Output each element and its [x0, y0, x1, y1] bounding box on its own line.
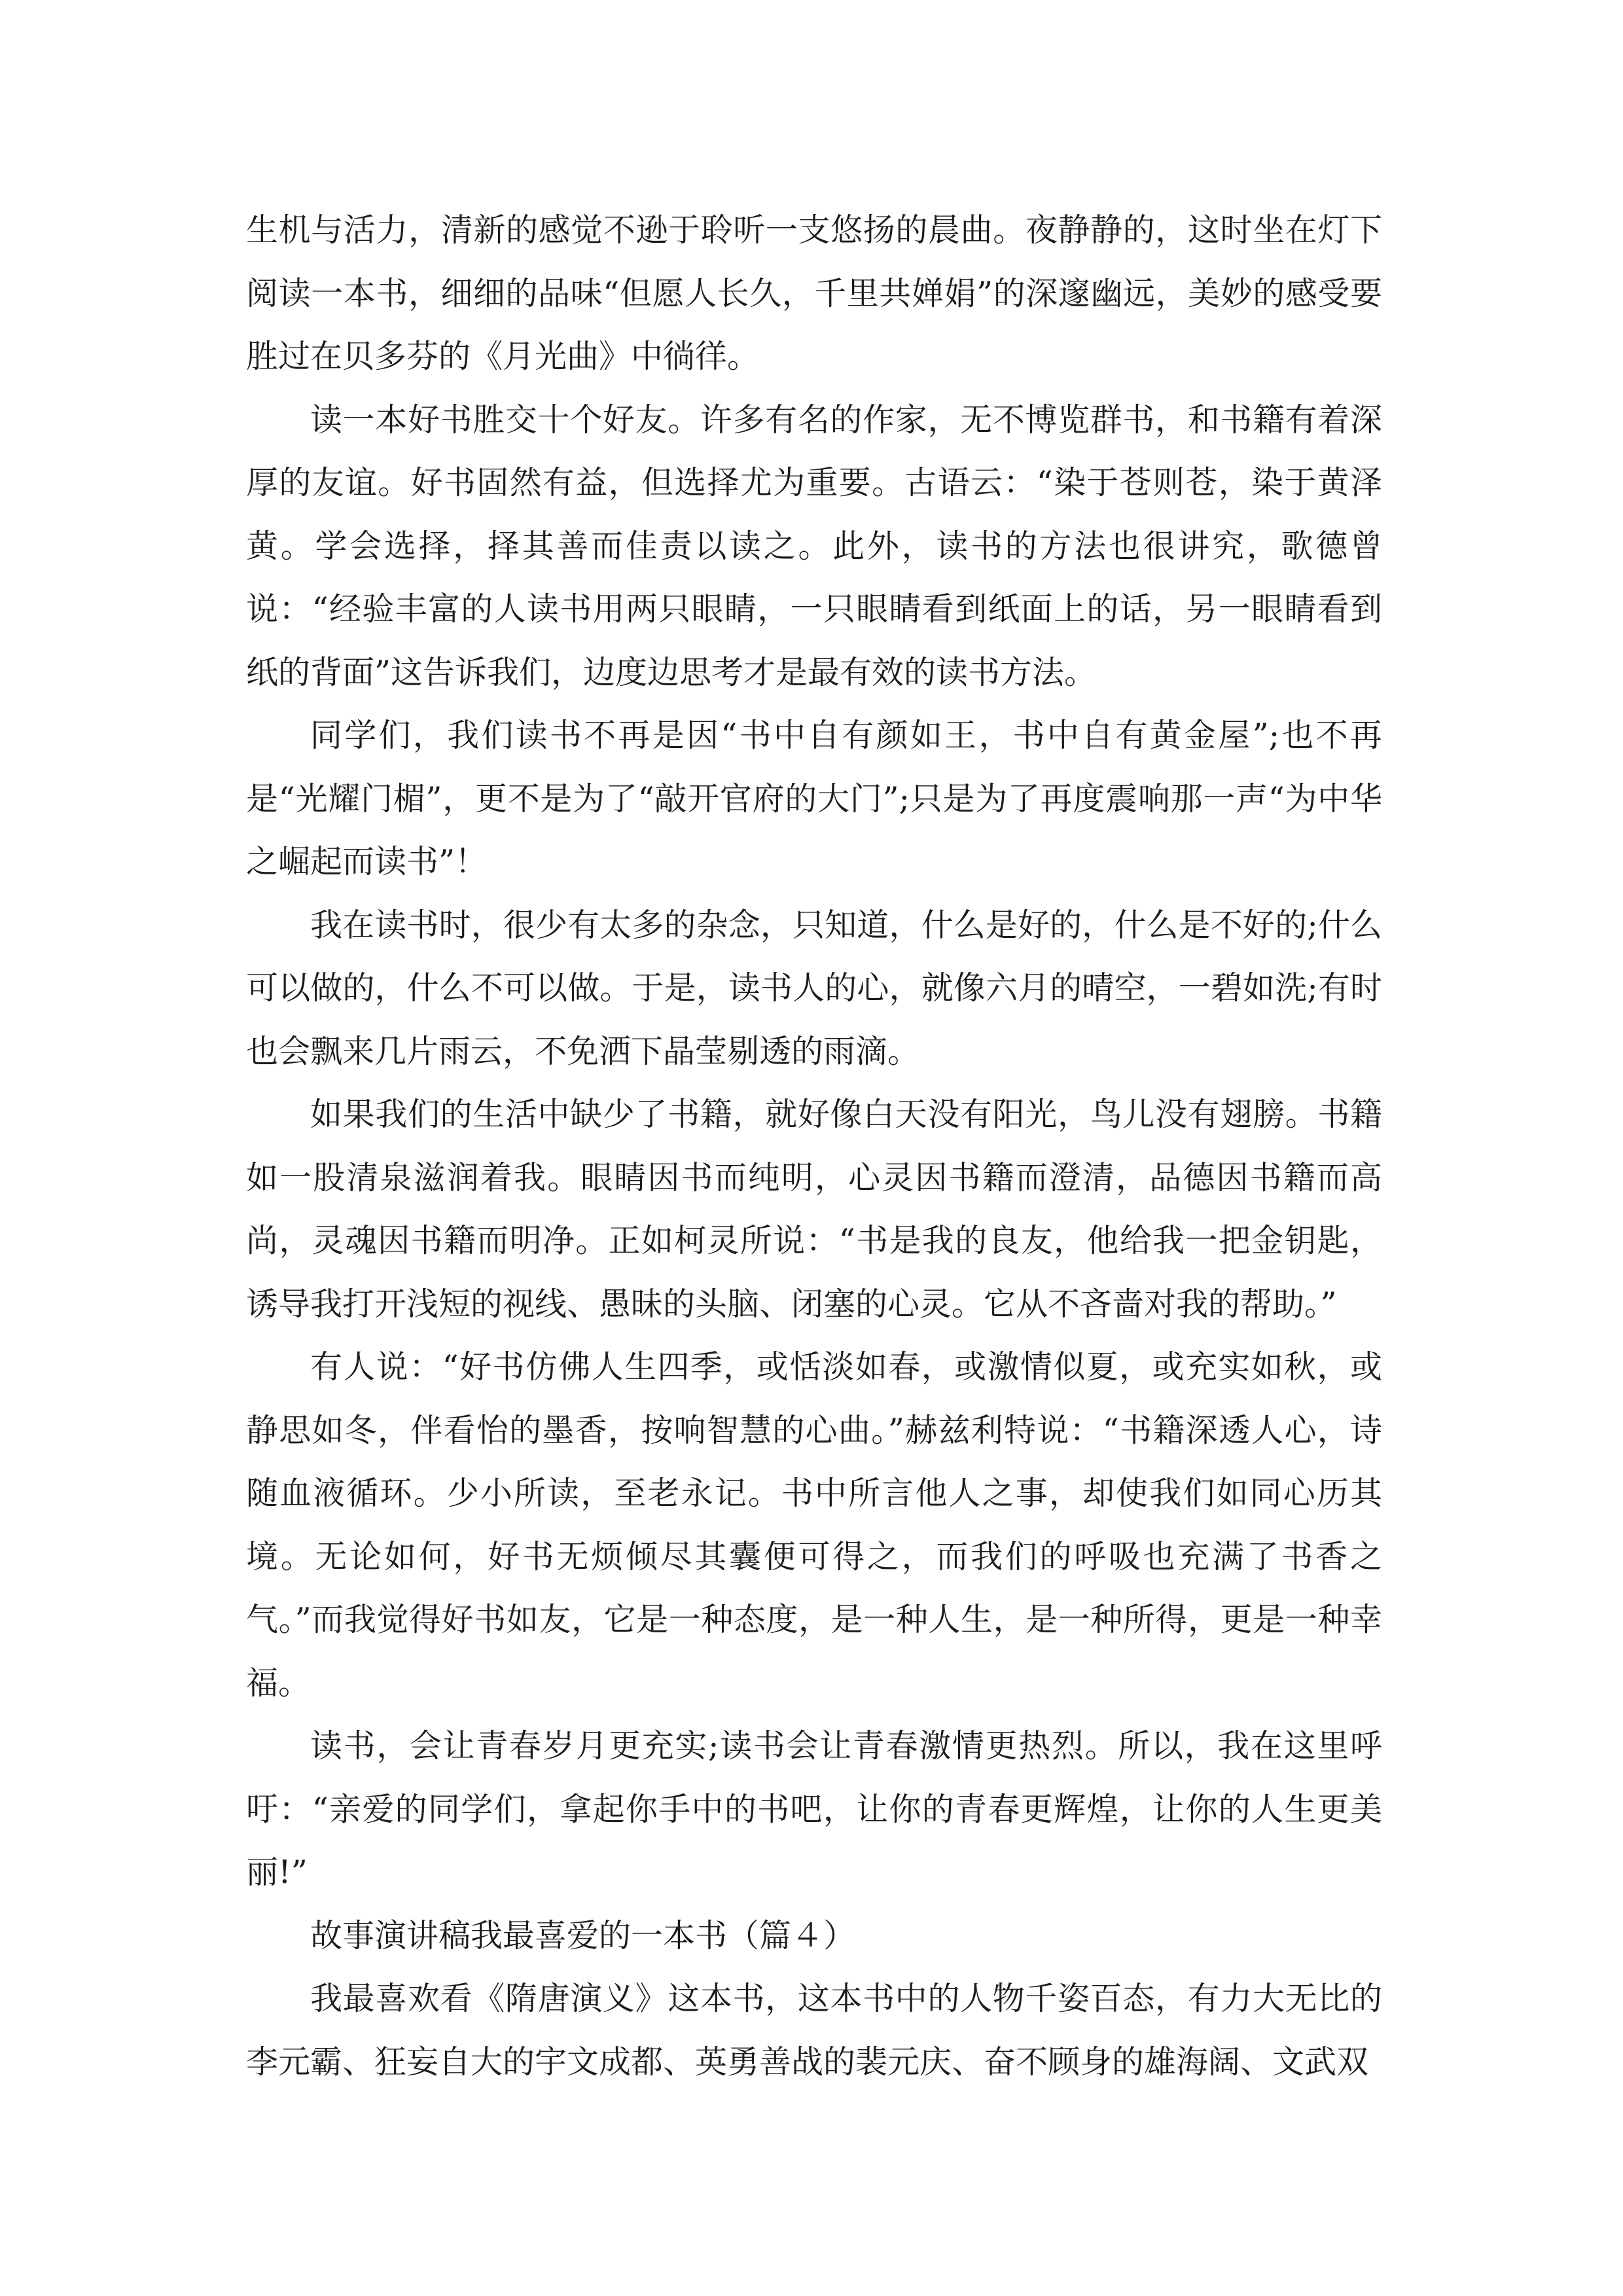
section-heading: 故事演讲稿我最喜爱的一本书（篇４）	[310, 1916, 856, 1954]
paragraph-continuation: 生机与活力，清新的感觉不逊于聆听一支悠扬的晨曲。夜静静的，这时坐在灯下阅读一本书，细细的品味“但愿人长久，千里共婵娟”的深邃幽远，美妙的感受要胜过在贝多芬的《月光曲》中徜徉。	[246, 211, 1382, 375]
paragraph-call-to-action: 读书，会让青春岁月更充实;读书会让青春激情更热烈。所以，我在这里呼吁：“亲爱的同学们，拿起你手中的书吧，让你的青春更辉煌，让你的人生更美丽!”	[246, 1727, 1382, 1891]
paragraph-reading-mind: 我在读书时，很少有太多的杂念，只知道，什么是好的，什么是不好的;什么可以做的，什么不可以做。于是，读书人的心，就像六月的晴空，一碧如洗;有时也会飘来几片雨云，不免洒下晶莹剔透的雨滴。	[246, 906, 1382, 1070]
paragraph-life-without-books: 如果我们的生活中缺少了书籍，就好像白天没有阳光，鸟儿没有翅膀。书籍如一股清泉滋润着我。眼睛因书而纯明，心灵因书籍而澄清，品德因书籍而高尚，灵魂因书籍而明净。正如柯灵所说：“书是我的良友，他给我一把金钥匙，诱导我打开浅短的视线、愚昧的头脑、闭塞的心灵。它从不吝啬对我的帮助。”	[246, 1096, 1382, 1323]
paragraph-good-books-friends: 读一本好书胜交十个好友。许多有名的作家，无不博览群书，和书籍有着深厚的友谊。好书固然有益，但选择尤为重要。古语云：“染于苍则苍，染于黄泽黄。学会选择，择其善而佳责以读之。此外，读书的方法也很讲究，歌德曾说：“经验丰富的人读书用两只眼睛，一只眼睛看到纸面上的话，另一眼睛看到纸的背面”这告诉我们，边度边思考才是最有效的读书方法。	[246, 401, 1382, 691]
document-body	[246, 199, 1382, 2094]
paragraph-quotes: 有人说：“好书仿佛人生四季，或恬淡如春，或激情似夏，或充实如秋，或静思如冬，伴看怡的墨香，按响智慧的心曲。”赫兹利特说：“书籍深透人心，诗随血液循环。少小所读，至老永记。书中所言他人之事，却使我们如同心历其境。无论如何，好书无烦倾尽其囊便可得之，而我们的呼吸也充满了书香之气。”而我觉得好书如友，它是一种态度，是一种人生，是一种所得，更是一种幸福。	[246, 1348, 1382, 1702]
paragraph-sui-tang: 我最喜欢看《隋唐演义》这本书，这本书中的人物千姿百态，有力大无比的李元霸、狂妄自大的宇文成都、英勇善战的裴元庆、奋不顾身的雄海阔、文武双	[246, 1980, 1382, 2081]
paragraph-classmates: 同学们，我们读书不再是因“书中自有颜如王，书中自有黄金屋”;也不再是“光耀门楣”，更不是为了“敲开官府的大门”;只是为了再度震响那一声“为中华之崛起而读书”！	[246, 717, 1382, 880]
